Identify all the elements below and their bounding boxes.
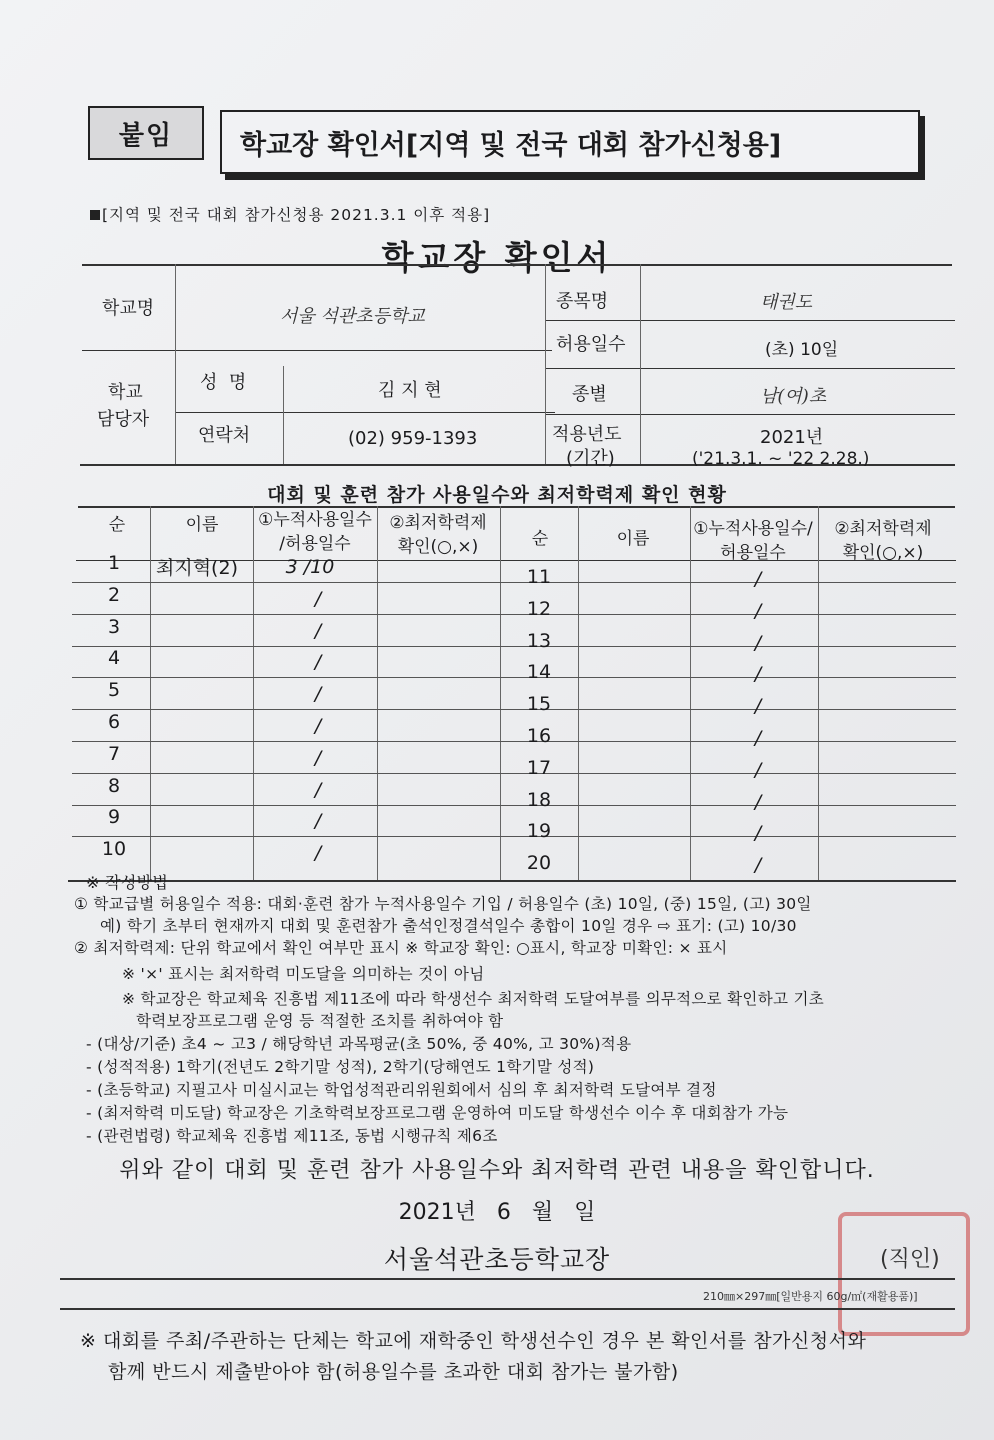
- row-seq: 4: [107, 647, 121, 670]
- usage-col-divider: [500, 506, 501, 880]
- row-divider: [72, 677, 956, 678]
- manager-label-line1: 학교: [108, 382, 143, 403]
- row-days-used: /: [754, 568, 762, 590]
- col-header-days-right-line1: ①누적사용일수/: [693, 519, 813, 539]
- signature-divider: [60, 1278, 955, 1280]
- col-header-check-right-line2: 확인(○,×): [842, 543, 924, 563]
- gender-value: 남(여)초: [760, 386, 827, 407]
- row-divider: [72, 582, 956, 583]
- issue-date: 2021년 6 월 일: [398, 1200, 596, 1225]
- document-header-title: 학교장 확인서[지역 및 전국 대회 참가신청용]: [220, 110, 920, 174]
- row-days-used: /: [754, 599, 762, 622]
- usage-col-divider: [690, 506, 691, 880]
- confirmation-statement: 위와 같이 대회 및 훈련 참가 사용일수와 최저학력 관련 내용을 확인합니다.: [119, 1158, 875, 1183]
- row-days-used: /: [754, 727, 762, 749]
- year-label-line1: 적용년도: [552, 424, 622, 445]
- row-seq: 13: [526, 629, 552, 652]
- attachment-label: 붙임: [88, 106, 204, 160]
- gender-label: 종별: [572, 384, 607, 405]
- usage-bottom-border: [68, 880, 956, 882]
- usage-col-divider: [818, 506, 819, 880]
- row-divider: [72, 614, 956, 615]
- row-seq: 6: [107, 711, 121, 733]
- col-header-name: 이름: [185, 515, 219, 535]
- row-seq: 14: [526, 661, 552, 684]
- row-days-used: /: [754, 822, 762, 845]
- notes-heading: ※ 작성방법: [86, 873, 169, 892]
- row-seq: 9: [107, 806, 121, 829]
- note-line: - (초등학교) 지필고사 미실시교는 학업성적관리위원회에서 심의 후 최저학력 도달여부 결정: [86, 1081, 717, 1099]
- period-value: ('21.3.1. ~ '22 2.28.): [692, 449, 870, 469]
- row-divider: [72, 836, 956, 837]
- footer-note-line2: 함께 반드시 제출받아야 함(허용일수를 초과한 대회 참가는 불가함): [108, 1361, 679, 1383]
- allowed-days-value: (초) 10일: [765, 340, 839, 360]
- name-value: 김 지 현: [378, 380, 442, 401]
- school-name-value: 서울 석관초등학교: [280, 306, 425, 327]
- col-header-check-line1: ②최저학력제: [389, 513, 487, 533]
- usage-col-divider: [253, 506, 254, 880]
- footer-note-line1: ※ 대회를 주최/주관하는 단체는 학교에 재학중인 학생선수인 경우 본 확인서를 참가신청서와: [80, 1330, 867, 1352]
- row-days-used: /: [754, 663, 762, 686]
- footer-divider: [60, 1308, 955, 1310]
- row-seq: 16: [526, 725, 552, 747]
- info-divider: [283, 366, 284, 464]
- usage-col-divider: [377, 506, 378, 880]
- row-seq: 17: [526, 756, 552, 779]
- row-days-used: /: [314, 619, 322, 642]
- paper-spec: 210㎜×297㎜[일반용지 60g/㎡(재활용품)]: [703, 1290, 918, 1303]
- info-divider: [545, 414, 955, 415]
- info-divider: [82, 350, 552, 351]
- row-days-used: /: [754, 695, 762, 718]
- usage-col-divider: [150, 506, 151, 880]
- sport-label: 종목명: [556, 291, 609, 312]
- info-divider: [640, 264, 641, 464]
- row-seq: 2: [107, 583, 121, 606]
- row-seq: 12: [526, 597, 552, 620]
- row-seq: 1: [107, 552, 121, 574]
- col-header-days-line2: /허용일수: [279, 534, 351, 554]
- col-header-seq: 순: [108, 515, 126, 535]
- applied-note-text: [지역 및 전국 대회 참가신청용 2021.3.1 이후 적용]: [102, 206, 491, 224]
- allowed-days-label: 허용일수: [556, 334, 626, 355]
- row-seq: 18: [526, 788, 552, 811]
- row-seq: 20: [526, 852, 552, 875]
- row-days-used: /: [314, 715, 322, 737]
- note-line: ① 학교급별 허용일수 적용: 대회·훈련 참가 누적사용일수 기입 / 허용일수 (초) 10일, (중) 15일, (고) 30일: [74, 895, 812, 913]
- note-line: - (최저학력 미도달) 학교장은 기초학력보장프로그램 운영하여 미도달 학생선수 이수 후 대회참가 가능: [86, 1104, 789, 1122]
- col-header-days-line1: ①누적사용일수: [258, 510, 372, 530]
- row-divider: [72, 773, 956, 774]
- row-student-name: 최지혁(2): [156, 557, 238, 579]
- note-line: - (성적적용) 1학기(전년도 2학기말 성적), 2학기(당해연도 1학기말 성적): [86, 1058, 595, 1076]
- row-days-used: /: [754, 631, 762, 654]
- note-line: ※ '×' 표시는 최저학력 미도달을 의미하는 것이 아님: [122, 965, 485, 983]
- row-days-used: /: [754, 790, 762, 813]
- row-divider: [72, 741, 956, 742]
- name-label: 성 명: [200, 372, 247, 393]
- usage-section-title: 대회 및 훈련 참가 사용일수와 최저학력제 확인 현황: [267, 484, 727, 506]
- col-header-name-right: 이름: [616, 529, 650, 549]
- row-divider: [72, 709, 956, 710]
- note-line: - (대상/기준) 초4 ~ 고3 / 해당학년 과목평균(초 50%, 중 40%, 고 30%)적용: [86, 1035, 632, 1053]
- col-header-seq-right: 순: [531, 529, 549, 549]
- applied-note: [90, 203, 490, 225]
- col-header-check-line2: 확인(○,×): [397, 537, 479, 557]
- row-days-used: /: [314, 746, 322, 769]
- contact-value: (02) 959-1393: [348, 428, 478, 449]
- usage-col-divider: [578, 506, 579, 880]
- row-seq: 19: [526, 820, 552, 843]
- row-seq: 10: [101, 838, 127, 861]
- year-label-line2: (기간): [566, 448, 615, 469]
- row-seq: 7: [107, 742, 121, 765]
- info-divider: [545, 264, 546, 464]
- usage-top-border: [78, 506, 955, 508]
- note-line: 학력보장프로그램 운영 등 적절한 조치를 취하여야 함: [136, 1012, 504, 1030]
- note-line: - (관련법령) 학교체육 진흥법 제11조, 동법 시행규칙 제6조: [86, 1127, 498, 1145]
- official-seal-stamp: [838, 1212, 970, 1336]
- row-days-used: /: [754, 758, 762, 781]
- row-seq: 5: [107, 679, 121, 702]
- year-value: 2021년: [760, 427, 824, 448]
- note-line: ② 최저학력제: 단위 학교에서 확인 여부만 표시 ※ 학교장 확인: ○표시, 학교장 미확인: × 표시: [74, 939, 728, 957]
- document-title: 학교장 확인서: [381, 238, 613, 277]
- info-divider: [175, 264, 176, 464]
- col-header-check-right-line1: ②최저학력제: [834, 519, 932, 539]
- row-seq: 8: [107, 774, 121, 797]
- row-seq: 11: [526, 566, 552, 588]
- row-days-used: /: [314, 778, 322, 801]
- row-days-used: 3 /10: [285, 556, 335, 578]
- info-divider: [545, 320, 955, 321]
- row-seq: 3: [107, 615, 121, 638]
- black-square-icon: [90, 210, 100, 220]
- row-days-used: /: [314, 683, 322, 706]
- row-divider: [72, 646, 956, 647]
- row-days-used: /: [314, 842, 322, 865]
- note-line: ※ 학교장은 학교체육 진흥법 제11조에 따라 학생선수 최저학력 도달여부를 의무적으로 확인하고 기초: [122, 990, 825, 1008]
- principal-signature: 서울석관초등학교장: [383, 1245, 611, 1274]
- info-top-border: [82, 264, 952, 266]
- row-seq: 15: [526, 693, 552, 716]
- info-divider: [545, 368, 955, 369]
- col-header-days-right-line2: 허용일수: [720, 543, 786, 563]
- contact-label: 연락처: [198, 425, 251, 446]
- sport-value: 태권도: [760, 292, 813, 313]
- manager-label-line2: 담당자: [97, 409, 150, 430]
- row-days-used: /: [314, 810, 322, 833]
- row-days-used: /: [314, 651, 322, 674]
- row-days-used: /: [754, 854, 762, 877]
- note-line: 예) 학기 초부터 현재까지 대회 및 훈련참가 출석인정결석일수 총합이 10일 경우 ⇨ 표기: (고) 10/30: [100, 917, 797, 935]
- school-name-label: 학교명: [102, 298, 155, 319]
- row-days-used: /: [314, 587, 322, 610]
- info-divider: [175, 412, 555, 413]
- row-divider: [72, 805, 956, 806]
- seal-label: (직인): [880, 1247, 940, 1272]
